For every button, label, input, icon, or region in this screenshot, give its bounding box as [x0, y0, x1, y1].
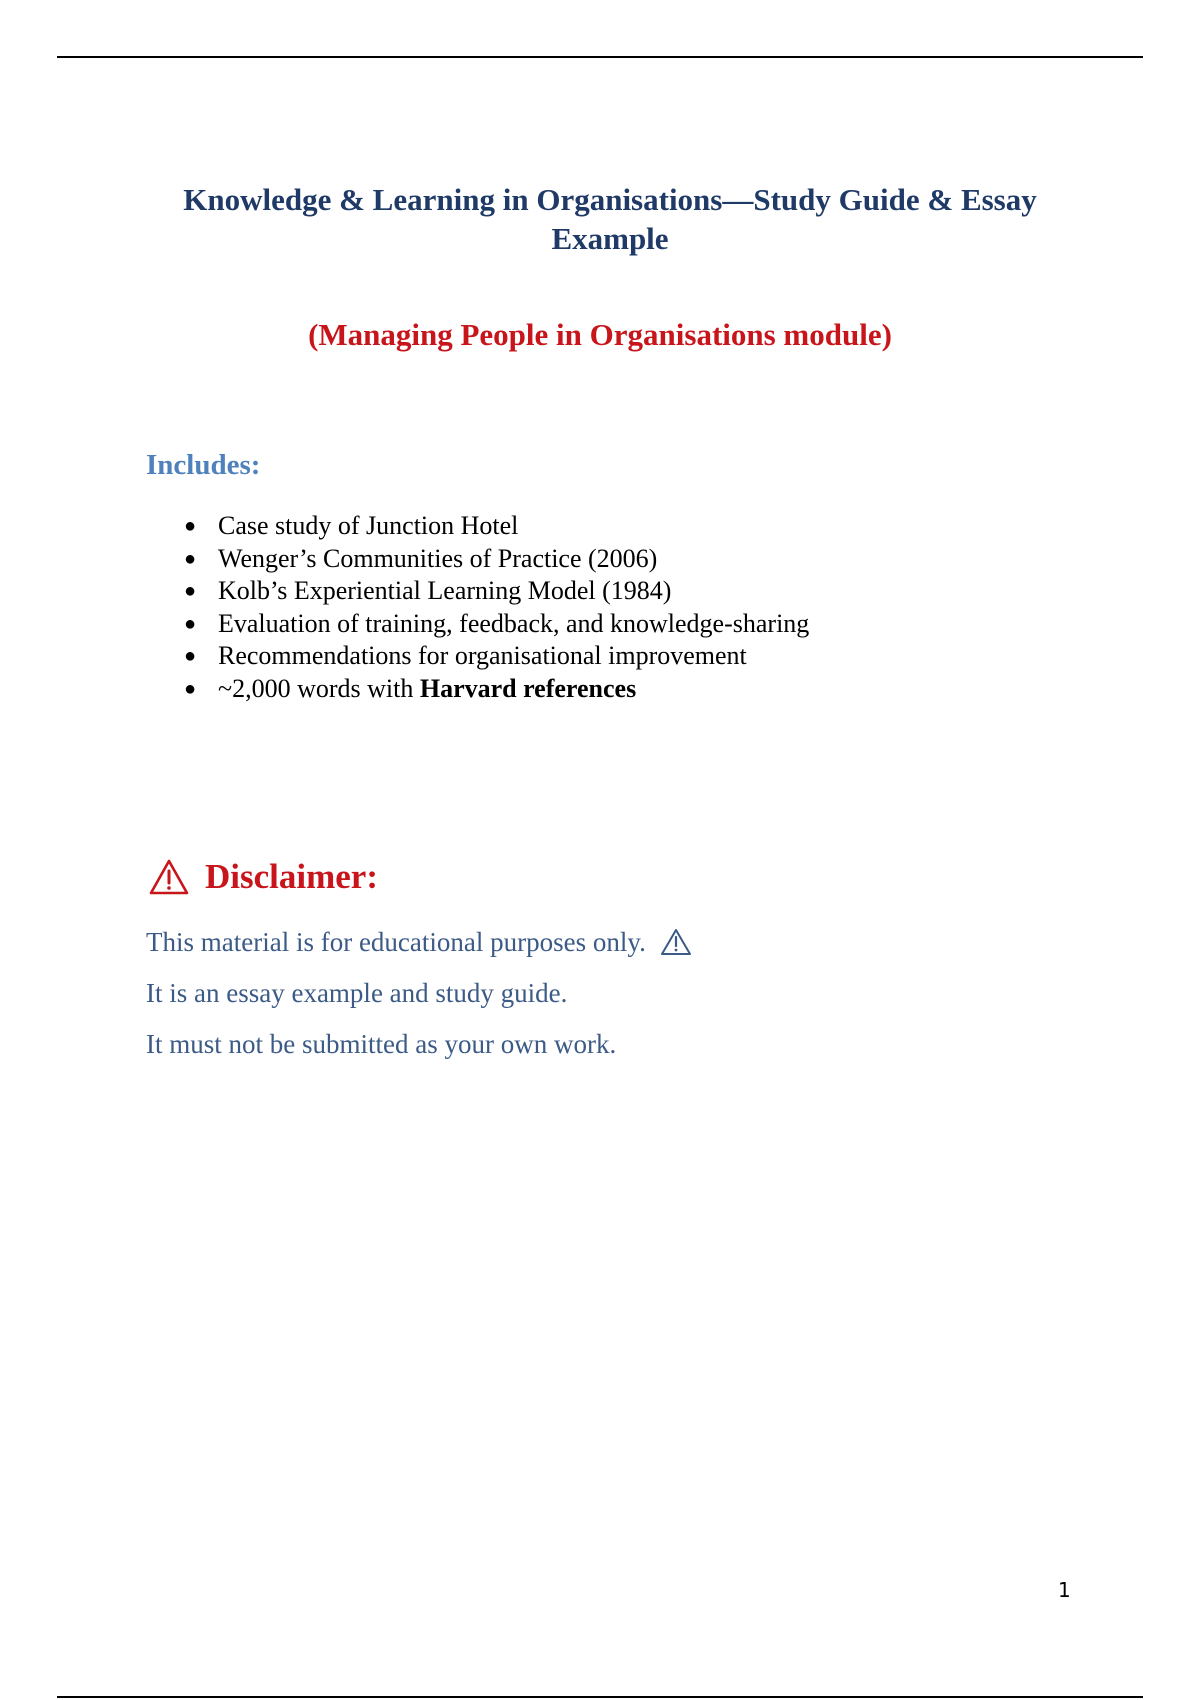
bullet-icon: ●: [184, 645, 197, 668]
document-title: Knowledge & Learning in Organisations—Study Guide & Essay Example: [183, 182, 1037, 256]
includes-heading: Includes:: [146, 449, 261, 481]
includes-list: [146, 510, 809, 706]
disclaimer-text: It must not be submitted as your own work.: [146, 1029, 617, 1059]
disclaimer-heading: [148, 855, 378, 899]
document-subtitle: (Managing People in Organisations module): [308, 317, 892, 352]
list-item-text: Evaluation of training, feedback, and knowledge-sharing: [218, 608, 810, 638]
list-item: [146, 575, 809, 608]
disclaimer-text: It is an essay example and study guide.: [146, 978, 568, 1008]
list-item: [146, 510, 809, 543]
disclaimer-label: Disclaimer:: [205, 857, 378, 896]
disclaimer-line: [146, 925, 692, 959]
bullet-icon: ●: [184, 580, 197, 603]
list-item: [146, 640, 809, 673]
list-item-text: Wenger’s Communities of Practice (2006): [218, 543, 658, 573]
list-item: [146, 673, 809, 706]
list-item-text: Recommendations for organisational improvement: [218, 641, 747, 671]
list-item: [146, 608, 809, 641]
list-item-text: Case study of Junction Hotel: [218, 511, 519, 540]
bullet-icon: ●: [184, 677, 197, 700]
top-rule: [57, 56, 1143, 58]
bullet-icon: ●: [184, 612, 197, 635]
warning-triangle-icon: [148, 858, 190, 896]
list-item-text: ~2,000 words with: [218, 673, 420, 703]
disclaimer-line: [146, 976, 567, 1010]
bullet-icon: ●: [184, 515, 197, 537]
disclaimer-line: [146, 1027, 616, 1061]
list-item: [146, 543, 809, 576]
list-item-bold-text: Harvard references: [419, 673, 637, 703]
warning-triangle-icon: [660, 928, 692, 956]
bullet-icon: ●: [184, 547, 197, 570]
disclaimer-text: This material is for educational purposes only.: [146, 927, 646, 957]
page-number: 1: [1058, 1578, 1071, 1602]
bottom-rule: [57, 1696, 1143, 1698]
list-item-text: Kolb’s Experiential Learning Model (1984): [218, 576, 672, 606]
